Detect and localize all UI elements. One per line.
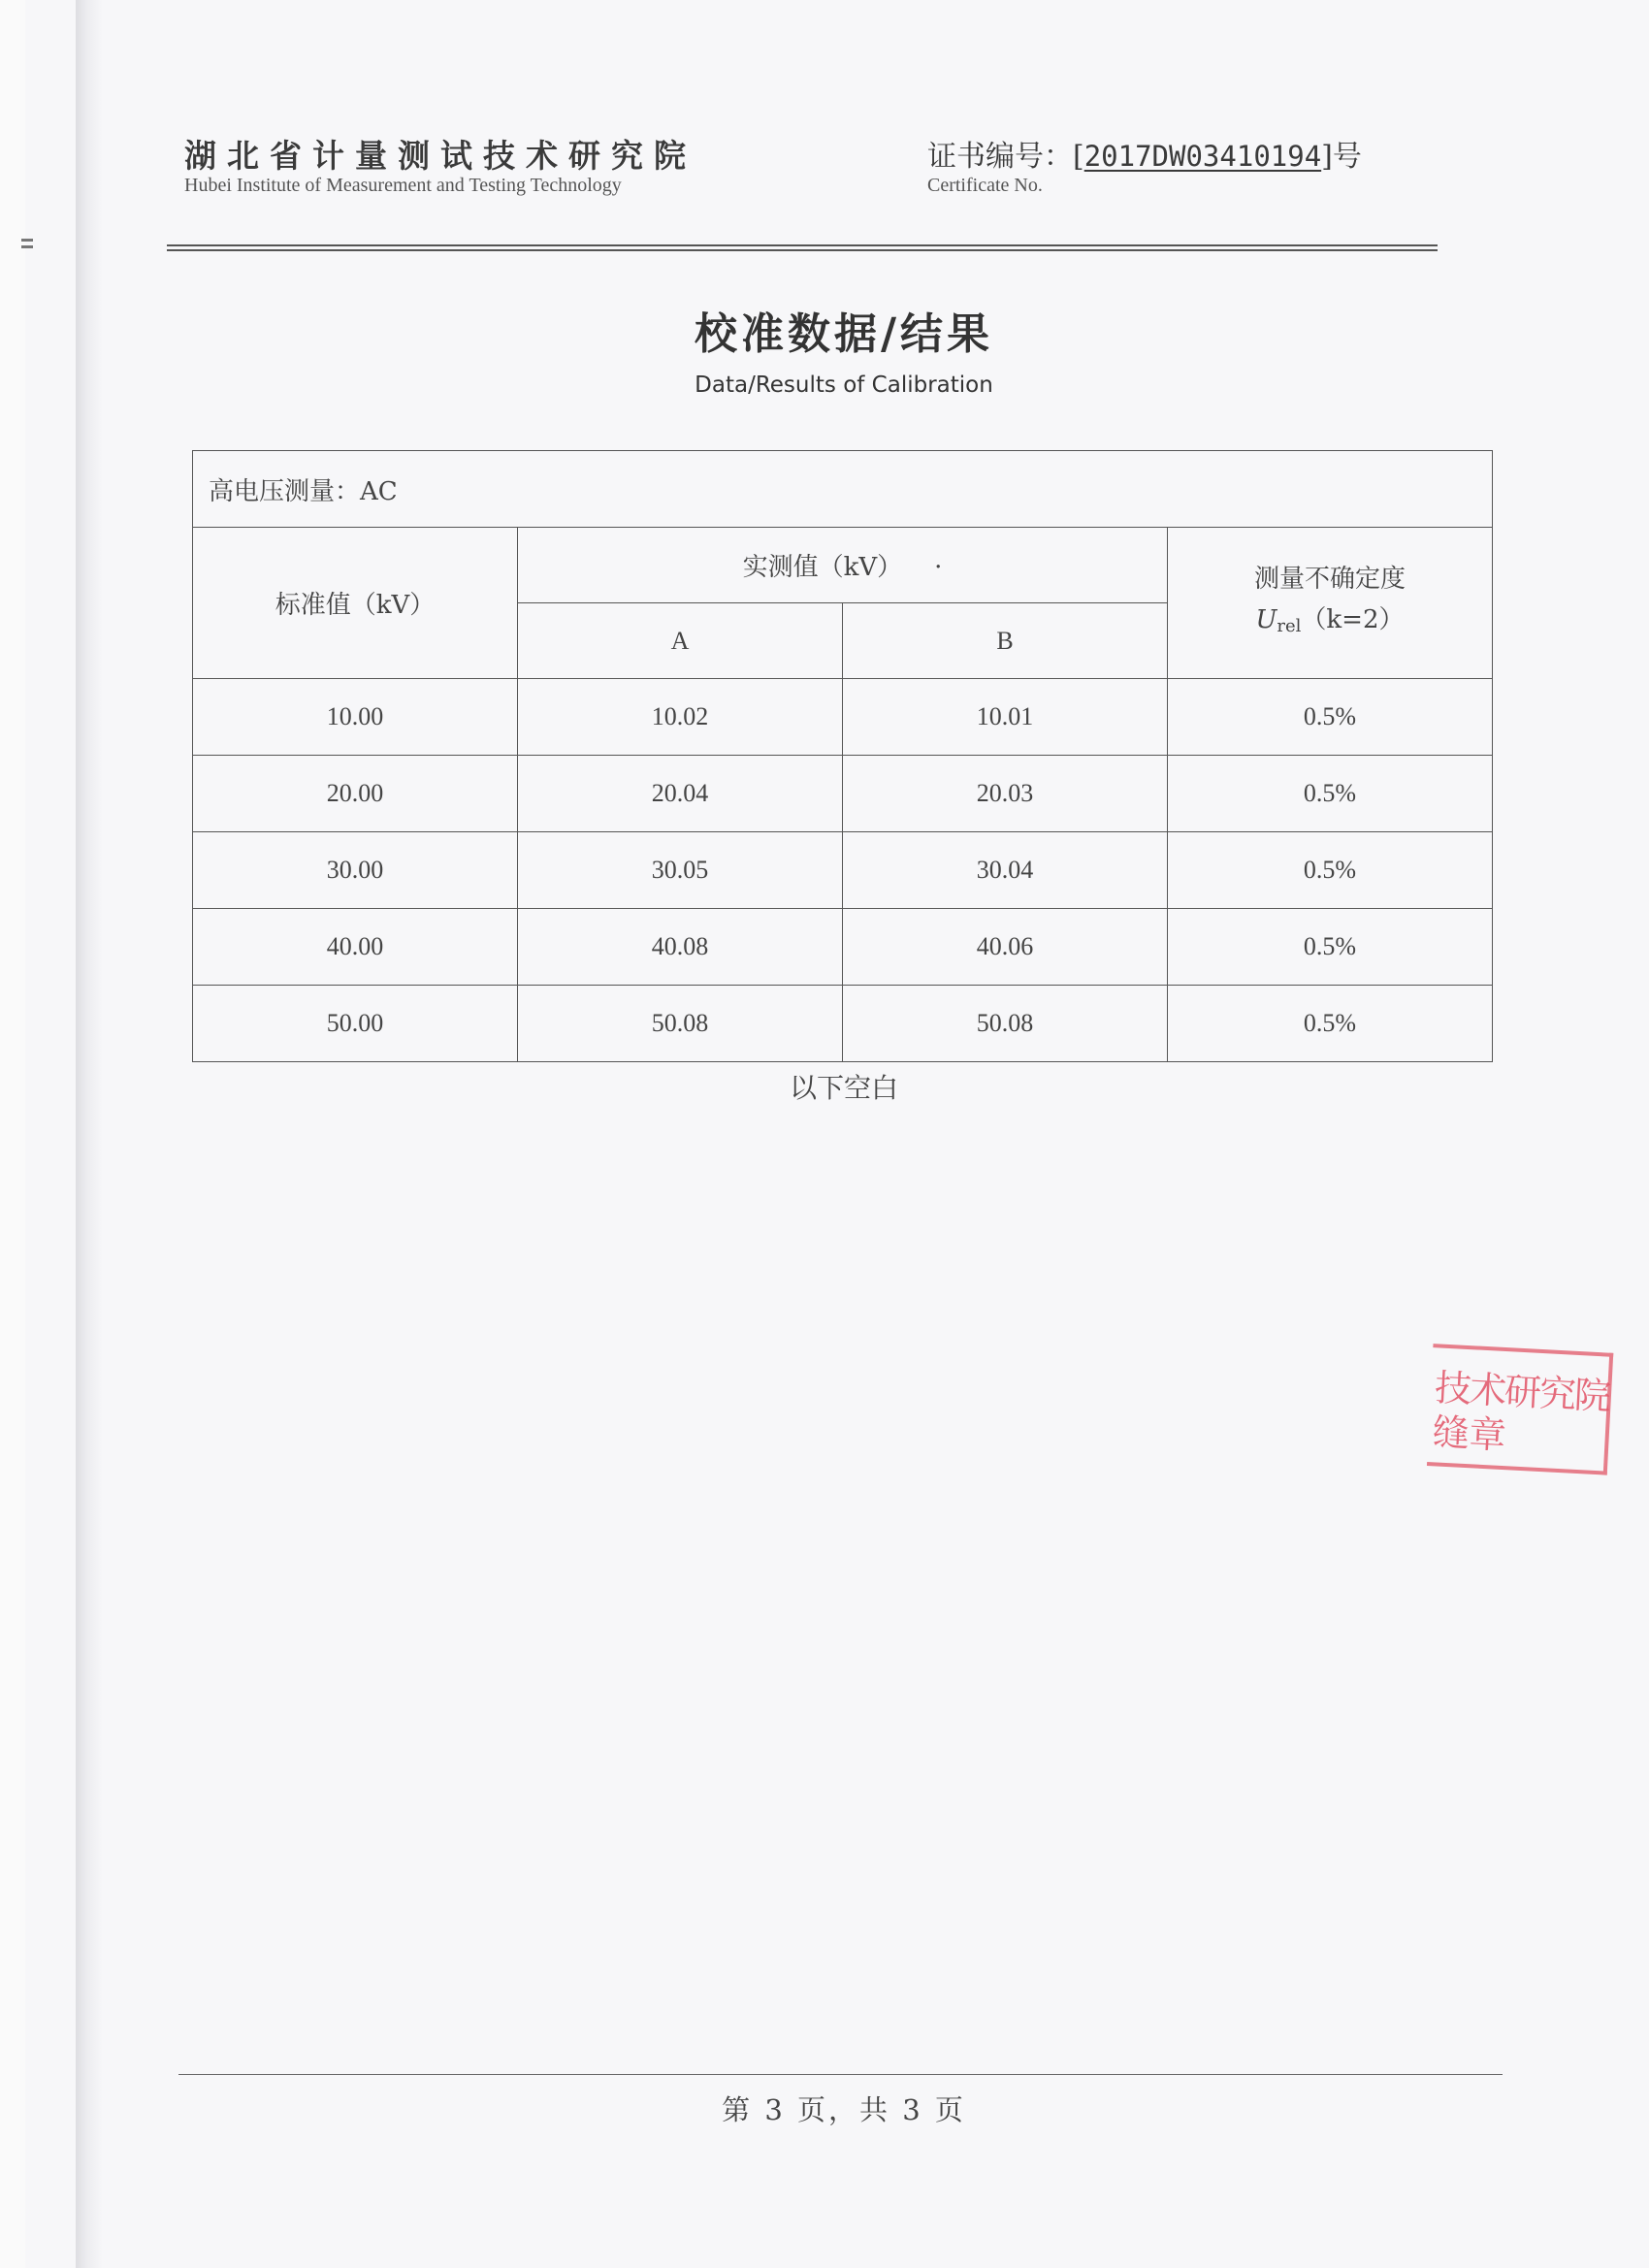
cell-standard: 10.00 bbox=[193, 679, 518, 756]
urel-subscript: rel bbox=[1277, 616, 1302, 636]
cert-bracket-open: [ bbox=[1073, 140, 1084, 174]
header-double-rule bbox=[167, 244, 1438, 251]
page-number: 第 3 页，共 3 页 bbox=[722, 2093, 966, 2126]
header-measured-label: 实测值（kV） bbox=[742, 553, 903, 582]
certificate-number-line bbox=[927, 132, 1362, 175]
cell-uncertainty: 0.5% bbox=[1168, 756, 1493, 832]
cert-label-cn: 证书编号： bbox=[927, 140, 1073, 174]
header-col-a: A bbox=[518, 603, 843, 679]
seal-text-line1: 技术研究院 bbox=[1434, 1366, 1611, 1418]
cert-bracket-close: ] bbox=[1321, 140, 1333, 174]
page-title-en: Data/Results of Calibration bbox=[695, 373, 993, 398]
cell-uncertainty: 0.5% bbox=[1168, 679, 1493, 756]
footer-rule bbox=[178, 2074, 1503, 2075]
cert-label-en: Certificate No. bbox=[927, 175, 1043, 196]
cert-suffix: 号 bbox=[1332, 140, 1362, 174]
org-name-cn: 湖北省计量测试技术研究院 bbox=[184, 137, 696, 175]
table-caption: 高电压测量：AC bbox=[193, 451, 1493, 528]
cell-uncertainty: 0.5% bbox=[1168, 832, 1493, 909]
cell-b: 10.01 bbox=[843, 679, 1168, 756]
cell-a: 50.08 bbox=[518, 986, 843, 1062]
cell-a: 20.04 bbox=[518, 756, 843, 832]
header-measured-dot: · bbox=[934, 553, 943, 582]
urel-coverage: （k=2） bbox=[1301, 605, 1405, 634]
cell-standard: 30.00 bbox=[193, 832, 518, 909]
edge-mark bbox=[21, 239, 33, 248]
table-row bbox=[193, 756, 1493, 832]
cell-uncertainty: 0.5% bbox=[1168, 909, 1493, 986]
header-uncertainty bbox=[1168, 528, 1493, 679]
urel-symbol: U bbox=[1255, 605, 1277, 634]
red-seal-stamp bbox=[1427, 1344, 1618, 1479]
cert-number: 2017DW03410194 bbox=[1083, 140, 1322, 173]
cell-uncertainty: 0.5% bbox=[1168, 986, 1493, 1062]
cell-b: 30.04 bbox=[843, 832, 1168, 909]
header-measured-value bbox=[518, 528, 1168, 603]
seal-text-line2: 缝章 bbox=[1431, 1410, 1507, 1458]
blank-below-note: 以下空白 bbox=[789, 1072, 898, 1104]
cell-standard: 50.00 bbox=[193, 986, 518, 1062]
uncertainty-label: 测量不确定度 bbox=[1253, 565, 1406, 594]
cell-b: 40.06 bbox=[843, 909, 1168, 986]
table-row bbox=[193, 986, 1493, 1062]
cell-a: 10.02 bbox=[518, 679, 843, 756]
cell-a: 30.05 bbox=[518, 832, 843, 909]
cell-a: 40.08 bbox=[518, 909, 843, 986]
header-standard-value: 标准值（kV） bbox=[193, 528, 518, 679]
uncertainty-symbol bbox=[1168, 599, 1492, 647]
cell-b: 20.03 bbox=[843, 756, 1168, 832]
org-name-en: Hubei Institute of Measurement and Testing Technology bbox=[184, 175, 622, 196]
table-row bbox=[193, 679, 1493, 756]
page-title-cn: 校准数据/结果 bbox=[694, 309, 994, 359]
calibration-table bbox=[192, 450, 1493, 1062]
table-row bbox=[193, 832, 1493, 909]
header-col-b: B bbox=[843, 603, 1168, 679]
table-row bbox=[193, 909, 1493, 986]
cell-b: 50.08 bbox=[843, 986, 1168, 1062]
cell-standard: 40.00 bbox=[193, 909, 518, 986]
cell-standard: 20.00 bbox=[193, 756, 518, 832]
